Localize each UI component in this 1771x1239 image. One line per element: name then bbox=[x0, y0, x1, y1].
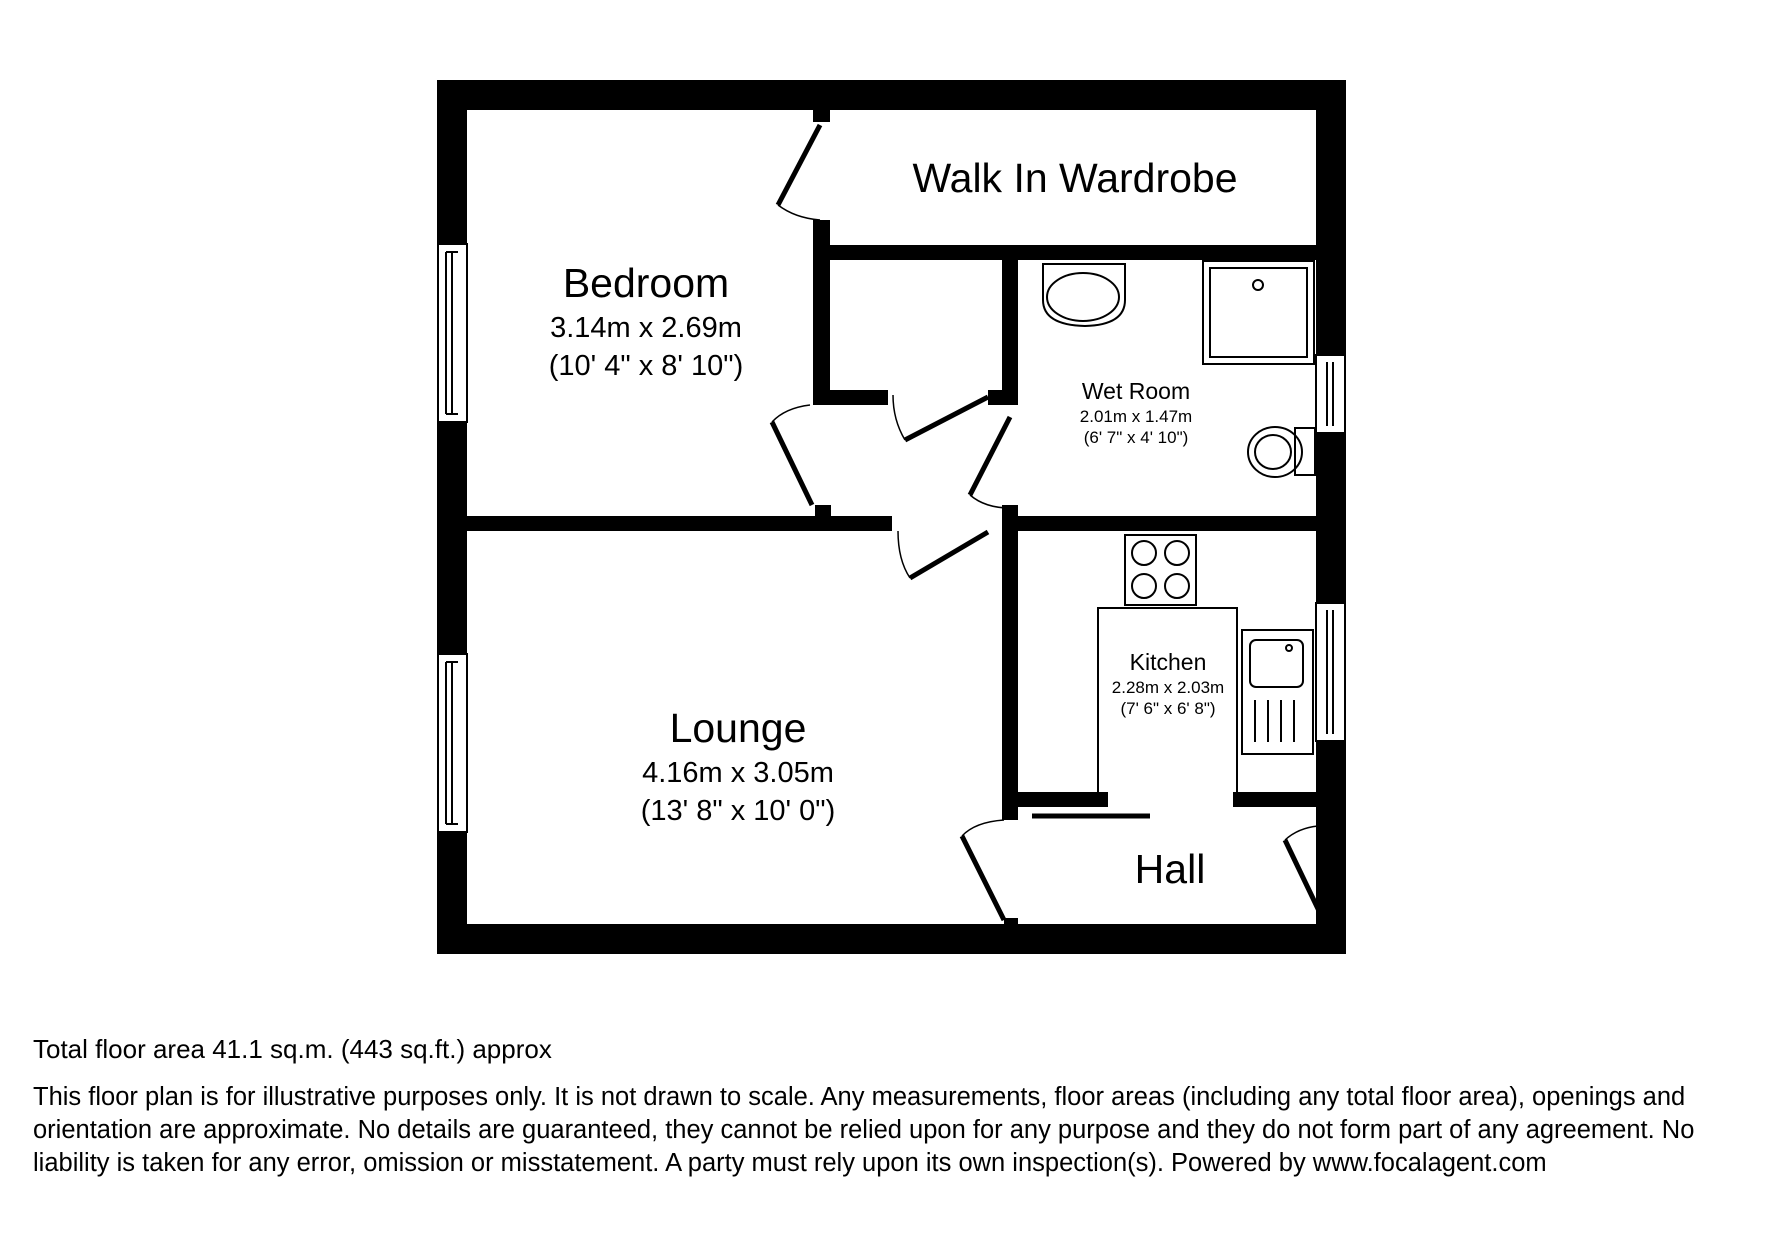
bedroom-name: Bedroom bbox=[562, 260, 730, 306]
closet-door bbox=[893, 395, 988, 440]
wetroom-door bbox=[970, 417, 1010, 508]
total-floor-area: Total floor area 41.1 sq.m. (443 sq.ft.) approx bbox=[33, 1034, 552, 1064]
wetroom-window bbox=[1316, 355, 1345, 433]
wardrobe-name: Walk In Wardrobe bbox=[912, 155, 1238, 201]
shower-tray bbox=[1203, 261, 1314, 364]
bedroom-imperial: (10' 4" x 8' 10") bbox=[548, 350, 744, 382]
kitchen-metric: 2.28m x 2.03m bbox=[1111, 678, 1225, 697]
wetroom-metric: 2.01m x 1.47m bbox=[1079, 407, 1193, 426]
hall-lounge-door bbox=[962, 820, 1004, 920]
lounge-window bbox=[438, 654, 467, 832]
bedroom-metric: 3.14m x 2.69m bbox=[550, 312, 742, 344]
wardrobe-door bbox=[778, 125, 820, 220]
wetroom-imperial: (6' 7" x 4' 10") bbox=[1083, 428, 1189, 447]
lounge-name: Lounge bbox=[669, 705, 807, 751]
hob bbox=[1125, 535, 1196, 605]
lounge-imperial: (13' 8" x 10' 0") bbox=[640, 795, 836, 827]
lounge-metric: 4.16m x 3.05m bbox=[642, 757, 834, 789]
lounge-door bbox=[898, 531, 988, 578]
bedroom-door bbox=[772, 405, 812, 505]
kitchen-name: Kitchen bbox=[1129, 649, 1207, 675]
disclaimer-text: This floor plan is for illustrative purposes only. It is not drawn to scale. Any measurements, floor areas (including any total floor area), openings and orientation are approximate. No details are guaranteed, they cannot be relied upon for any purpose and they do not form part of any agreement. No liability is taken for any error, omission or misstatement. A party must rely upon its own inspection(s). Powered by www.focalagent.com bbox=[33, 1083, 1695, 1177]
sink bbox=[1242, 630, 1313, 754]
bedroom-window bbox=[438, 244, 467, 422]
interior-walls bbox=[467, 108, 1332, 924]
wetroom-name: Wet Room bbox=[1081, 378, 1191, 404]
basin bbox=[1043, 264, 1125, 326]
toilet bbox=[1248, 427, 1315, 477]
front-door bbox=[1285, 826, 1320, 913]
kitchen-window bbox=[1316, 603, 1345, 741]
hall-name: Hall bbox=[1134, 846, 1206, 892]
kitchen-imperial: (7' 6" x 6' 8") bbox=[1120, 699, 1216, 718]
